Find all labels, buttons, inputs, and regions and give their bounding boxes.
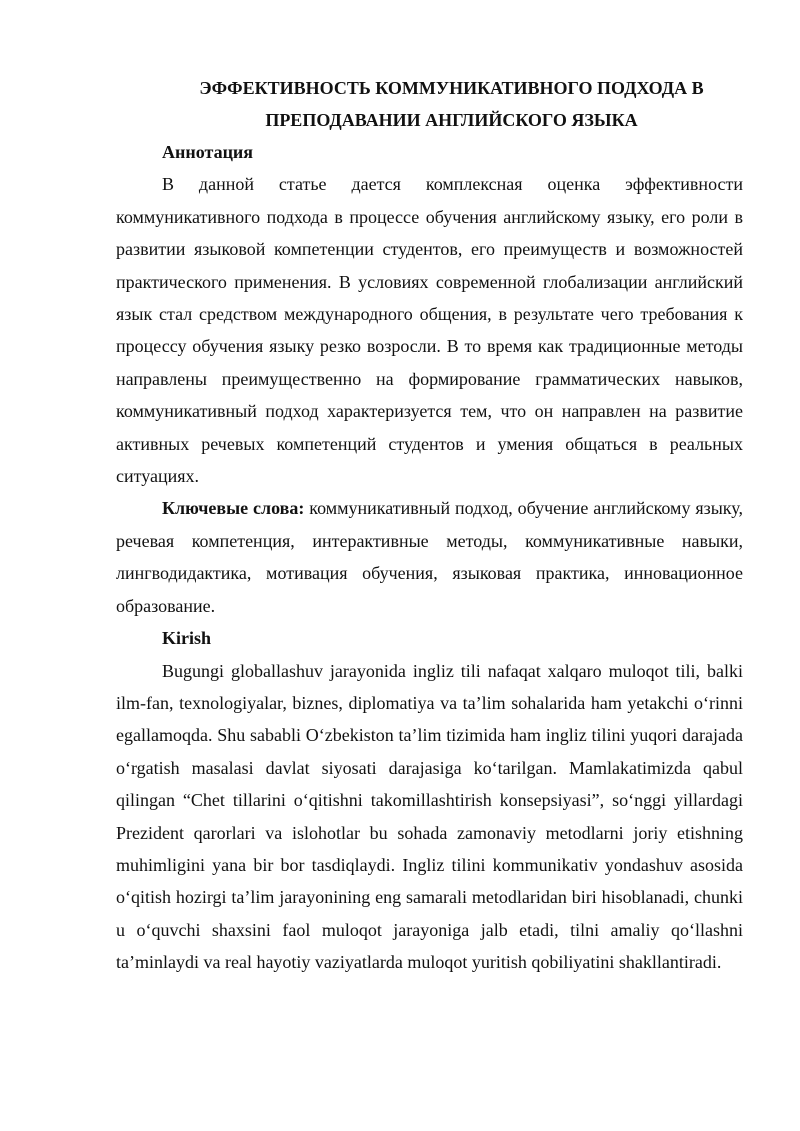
keywords-label: Ключевые слова: bbox=[162, 498, 305, 519]
abstract-text: В данной статье дается комплексная оценка эффективности коммуникативного подхода в процессе обучения английскому языку, его роли в развитии языковой компетенции студентов, его преимуществ и возможностей практического применения. В условиях современной глобализации английский язык стал средством международного общения, в результате чего требования к процессу обучения языку резко возросли. В то время как традиционные методы направлены преимущественно на формирование грамматических навыков, коммуникативный подход характеризуется тем, что он направлен на развитие активных речевых компетенций студентов и умения общаться в реальных ситуациях. bbox=[116, 174, 743, 487]
title-line-1: ЭФФЕКТИВНОСТЬ КОММУНИКАТИВНОГО ПОДХОДА В bbox=[199, 78, 704, 98]
keywords-text: коммуникативный подход, обучение английскому языку, речевая компетенция, интерактивные методы, коммуникативные навыки, лингводидактика, мотивация обучения, языковая практика, инновационное образование. bbox=[116, 498, 743, 616]
abstract-heading: Аннотация bbox=[162, 142, 254, 162]
title-line-2: ПРЕПОДАВАНИИ АНГЛИЙСКОГО ЯЗЫКА bbox=[265, 110, 638, 130]
keywords-paragraph bbox=[116, 492, 743, 622]
document-page bbox=[116, 72, 743, 979]
intro-text: Bugungi globallashuv jarayonida ingliz tili nafaqat xalqaro muloqot tili, balki ilm-fan, texnologiyalar, biznes, diplomatiya va ta’lim sohalarida ham yetakchi o‘rinni egallamoqda. Shu sababli O‘zbekiston ta’lim tizimida ham ingliz tilini yuqori darajada o‘rgatish masalasi davlat siyosati darajasiga ko‘tarilgan. Mamlakatimizda qabul qilingan “Chet tillarini o‘qitishni takomillashtirish konsepsiyasi”, so‘nggi yillardagi Prezident qarorlari va islohotlar bu sohada zamonaviy metodlarni joriy etishning muhimligini yana bir bor tasdiqlaydi. Ingliz tilini kommunikativ yondashuv asosida o‘qitish hozirgi ta’lim jarayonining eng samarali metodlaridan biri hisoblanadi, chunki u o‘quvchi shaxsini faol muloqot jarayoniga jalb etadi, tilni amaliy qo‘llashni ta’minlaydi va real hayotiy vaziyatlarda muloqot yuritish qobiliyatini shakllantiradi. bbox=[116, 660, 743, 973]
intro-heading: Kirish bbox=[162, 628, 212, 649]
article-title bbox=[116, 72, 743, 136]
